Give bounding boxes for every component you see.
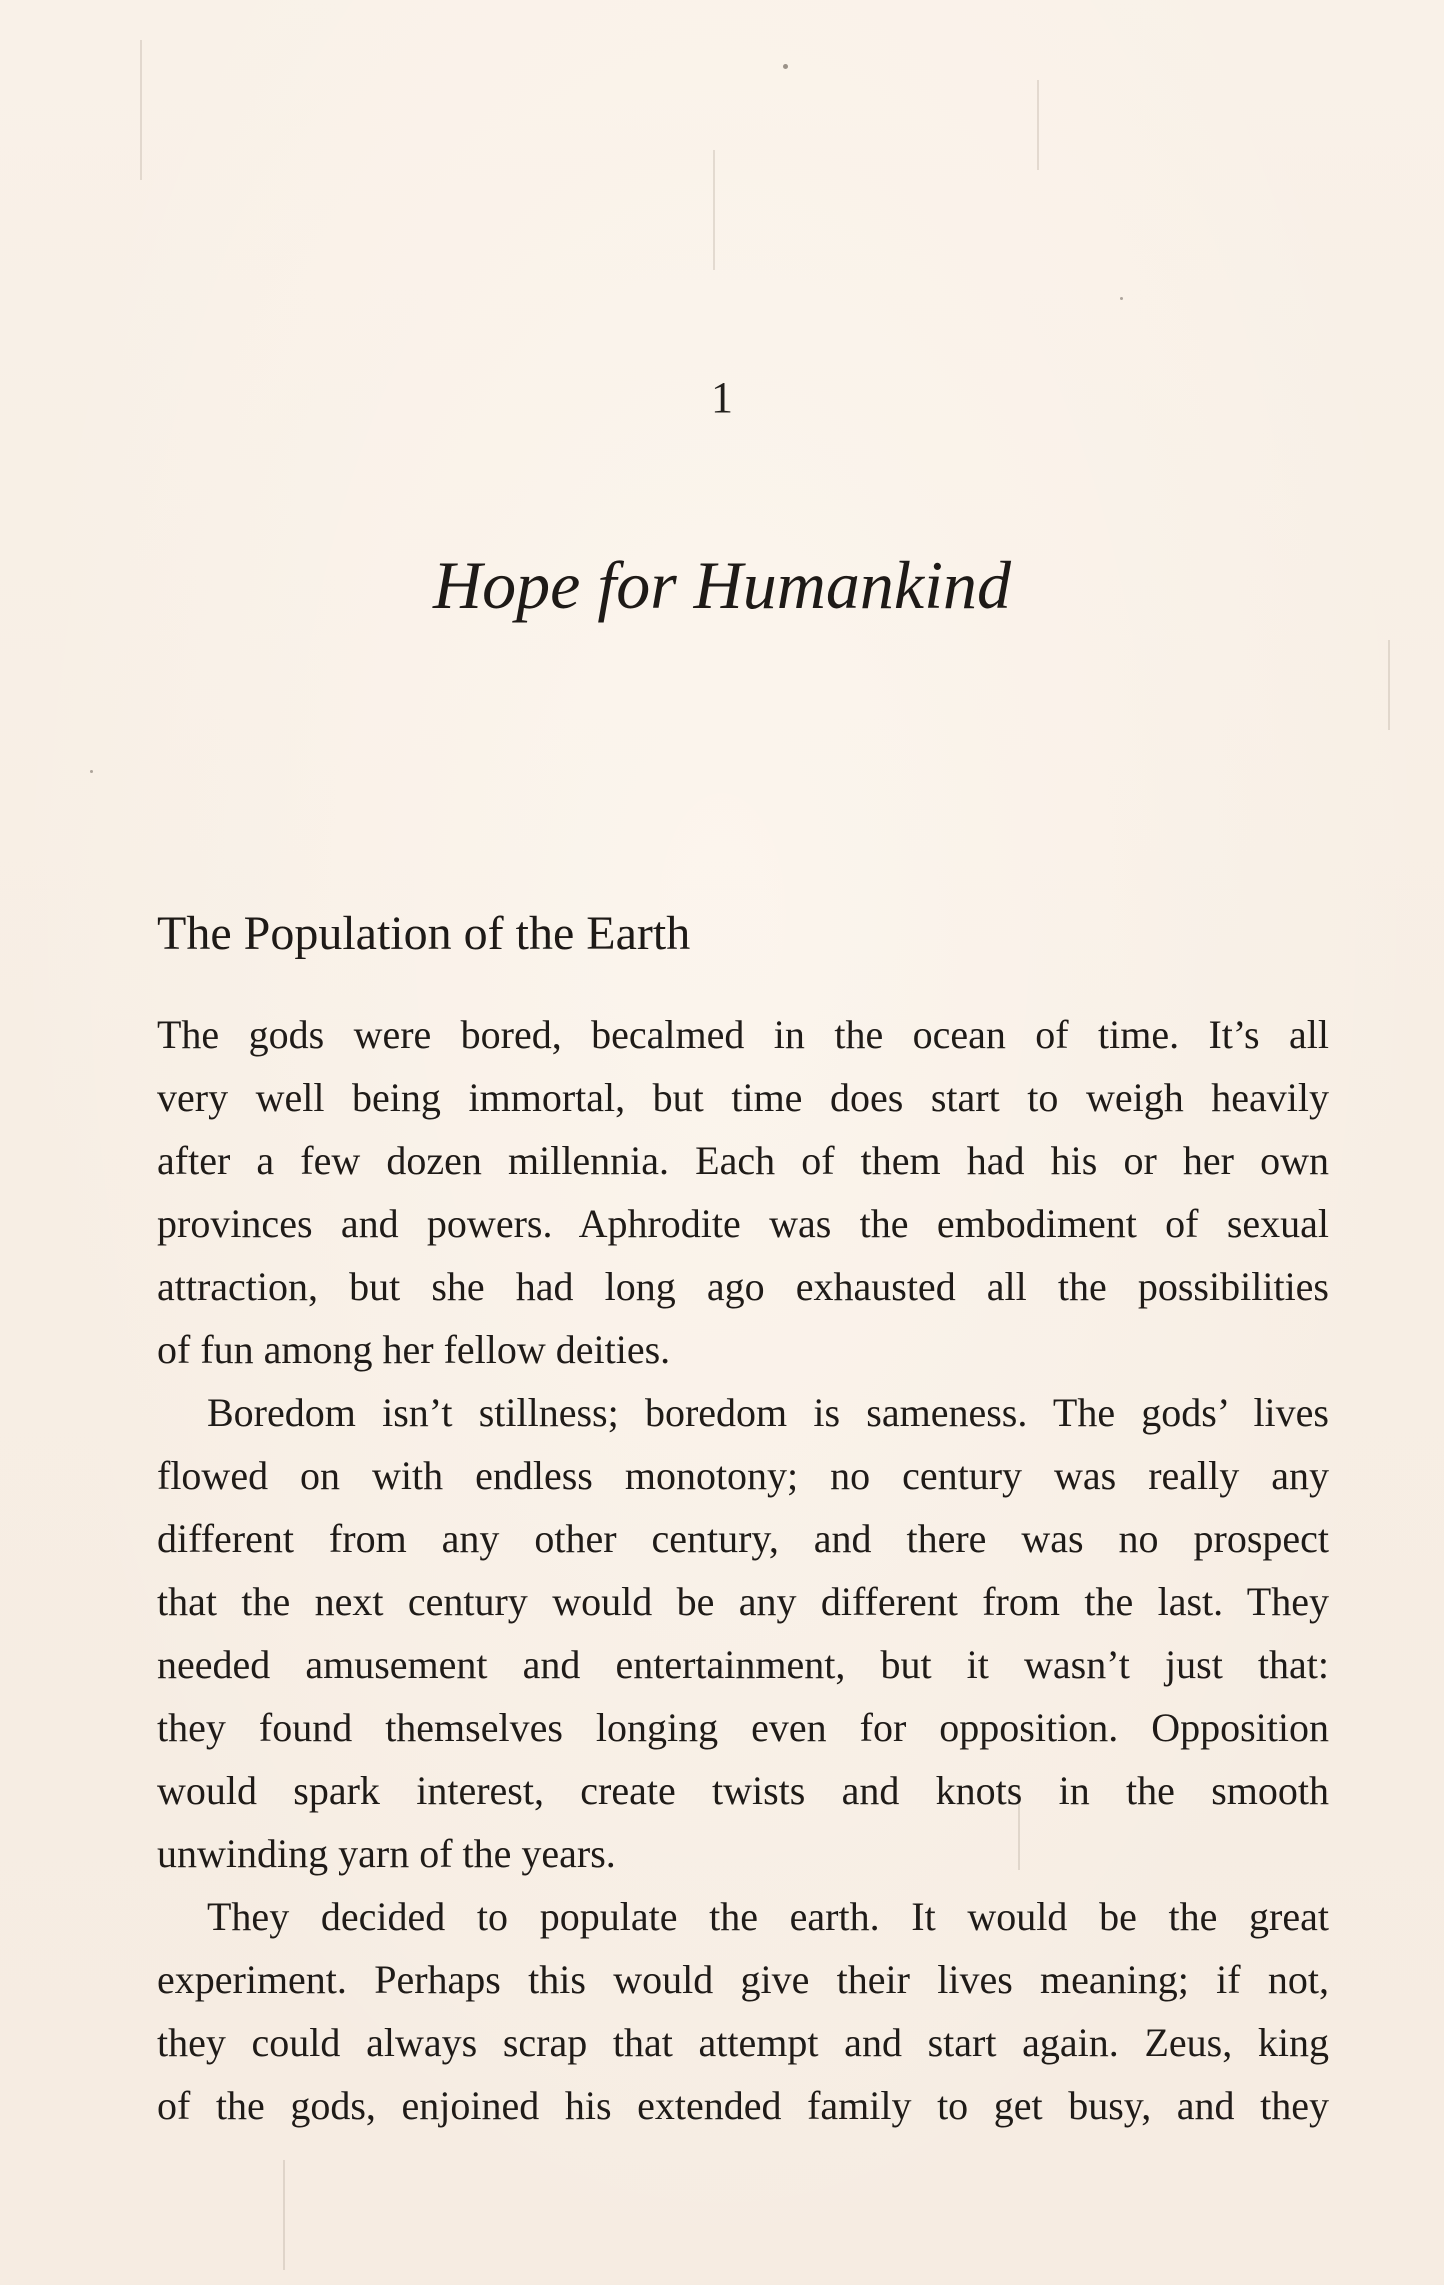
text-line: they found themselves longing even for opposition. Opposition xyxy=(157,1705,1329,1750)
text-line: attraction, but she had long ago exhausted all the possibilities xyxy=(157,1264,1329,1309)
text-line: of fun among her fellow deities. xyxy=(157,1327,671,1372)
scan-artifact xyxy=(783,64,788,69)
text-line: The gods were bored, becalmed in the ocean of time. It’s all xyxy=(157,1012,1329,1057)
body-text xyxy=(157,1003,1329,2137)
text-line: would spark interest, create twists and knots in the smooth xyxy=(157,1768,1329,1813)
text-line: they could always scrap that attempt and start again. Zeus, king xyxy=(157,2020,1329,2065)
text-line: needed amusement and entertainment, but it wasn’t just that: xyxy=(157,1642,1329,1687)
text-line: They decided to populate the earth. It would be the great xyxy=(207,1894,1329,1939)
scan-artifact xyxy=(90,770,93,773)
chapter-number: 1 xyxy=(711,373,733,422)
text-line: unwinding yarn of the years. xyxy=(157,1831,616,1876)
chapter-title: Hope for Humankind xyxy=(433,547,1011,623)
text-line: flowed on with endless monotony; no century was really any xyxy=(157,1453,1329,1498)
text-line: that the next century would be any different from the last. They xyxy=(157,1579,1329,1624)
scan-artifact xyxy=(1120,297,1123,300)
scan-artifact xyxy=(140,40,142,180)
scan-artifact xyxy=(713,150,715,270)
scan-artifact xyxy=(283,2160,285,2270)
text-line: after a few dozen millennia. Each of them had his or her own xyxy=(157,1138,1329,1183)
text-line: provinces and powers. Aphrodite was the embodiment of sexual xyxy=(157,1201,1329,1246)
text-line: different from any other century, and there was no prospect xyxy=(157,1516,1329,1561)
text-line: experiment. Perhaps this would give their lives meaning; if not, xyxy=(157,1957,1329,2002)
section-heading: The Population of the Earth xyxy=(157,907,691,960)
text-line: of the gods, enjoined his extended family to get busy, and they xyxy=(157,2083,1329,2128)
text-line: very well being immortal, but time does start to weigh heavily xyxy=(157,1075,1329,1120)
scan-artifact xyxy=(1388,640,1390,730)
scan-artifact xyxy=(1037,80,1039,170)
text-line: Boredom isn’t stillness; boredom is sameness. The gods’ lives xyxy=(207,1390,1329,1435)
